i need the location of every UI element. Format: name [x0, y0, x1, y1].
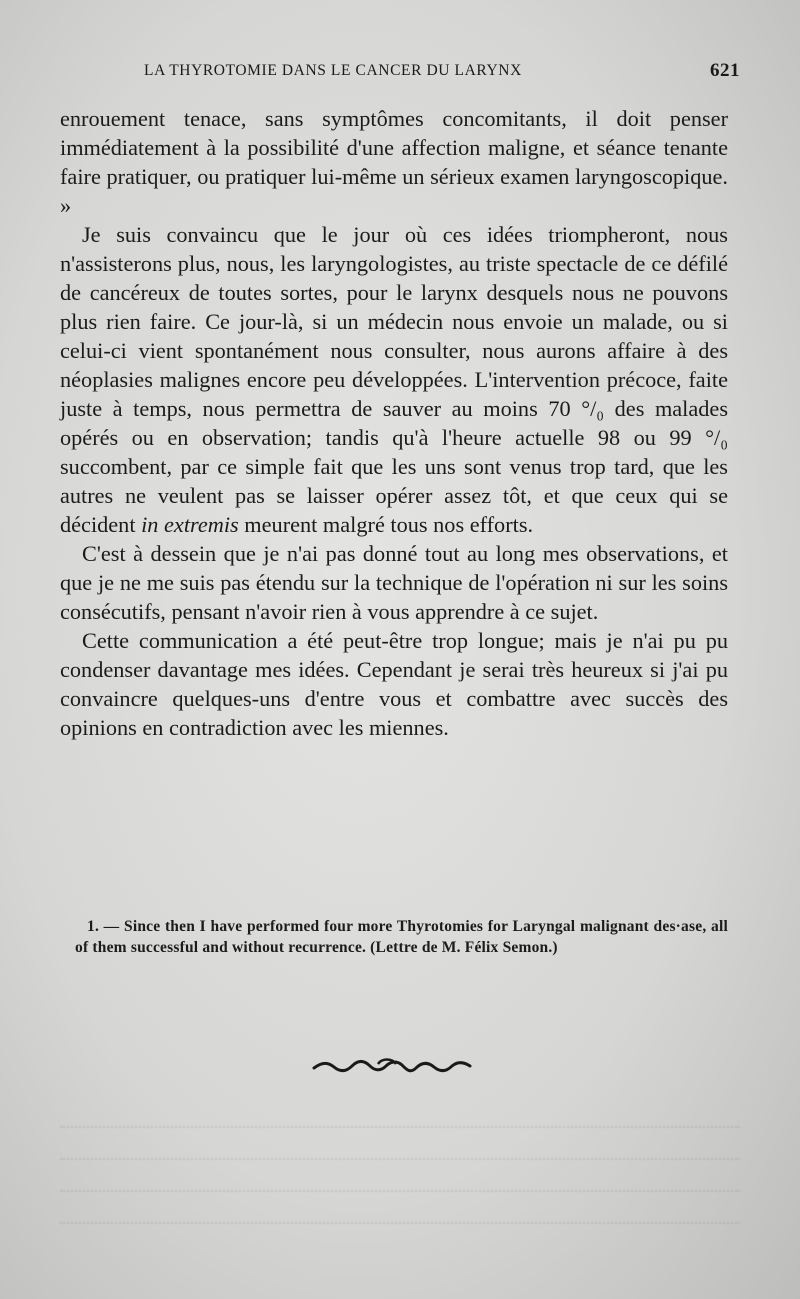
running-title: LA THYROTOMIE DANS LE CANCER DU LARYNX — [144, 62, 522, 79]
body-text — [60, 104, 728, 742]
paragraph-2 — [60, 220, 728, 539]
paragraph-1: enrouement tenace, sans symptômes concomitants, il doit penser immédiatement à la possibilité d'une affection maligne, et séance tenante faire pratiquer, ou pratiquer lui-même un sérieux examen laryngoscopique. » — [60, 106, 728, 218]
decorative-flourish-icon — [312, 1054, 472, 1078]
italic-phrase: in extremis — [141, 512, 239, 537]
footnote: 1. — Since then I have performed four more Thyrotomies for Laryngal malignant des·ase, all of them successful and without recurrence. (Lettre de M. Félix Semon.) — [75, 918, 728, 956]
show-through-text — [60, 1098, 740, 1238]
page-number: 621 — [710, 60, 740, 81]
paragraph-2-main: Je suis convaincu que le jour où ces idées triompheront, nous n'assisterons plus, nous, les laryngologistes, au triste spectacle de ce défilé de cancéreux de toutes sortes, pour le larynx desquels nous ne pouvons plus rien faire. Ce jour-là, si un médecin nous envoie un malade, ou si celui-ci vient spontanément nous consulter, nous aurons affaire à des néoplasies malignes encore peu développées. L'intervention précoce, faite juste à temps, nous permettra de sauver au moins 70 °/₀ des malades opérés ou en observation; tandis qu'à l'heure actuelle 98 ou 99 °/₀ succombent, par ce simple fait que les uns sont venus trop tard, que les autres ne veulent pas se laisser opérer assez tôt, et que ceux qui se décident — [60, 222, 728, 537]
paragraph-4: Cette communication a été peut-être trop longue; mais je n'ai pu pu condenser davantage mes idées. Cependant je serai très heureux si j'ai pu convaincre quelques-uns d'entre vous et combattre avec succès des opinions en contradiction avec les miennes. — [60, 628, 728, 740]
paragraph-2-tail: meurent malgré tous nos efforts. — [238, 512, 534, 537]
paragraph-3: C'est à dessein que je n'ai pas donné tout au long mes observations, et que je ne me suis pas étendu sur la technique de l'opération ni sur les soins consécutifs, pensant n'avoir rien à vous apprendre à ce sujet. — [60, 541, 728, 624]
page-header — [144, 62, 740, 86]
